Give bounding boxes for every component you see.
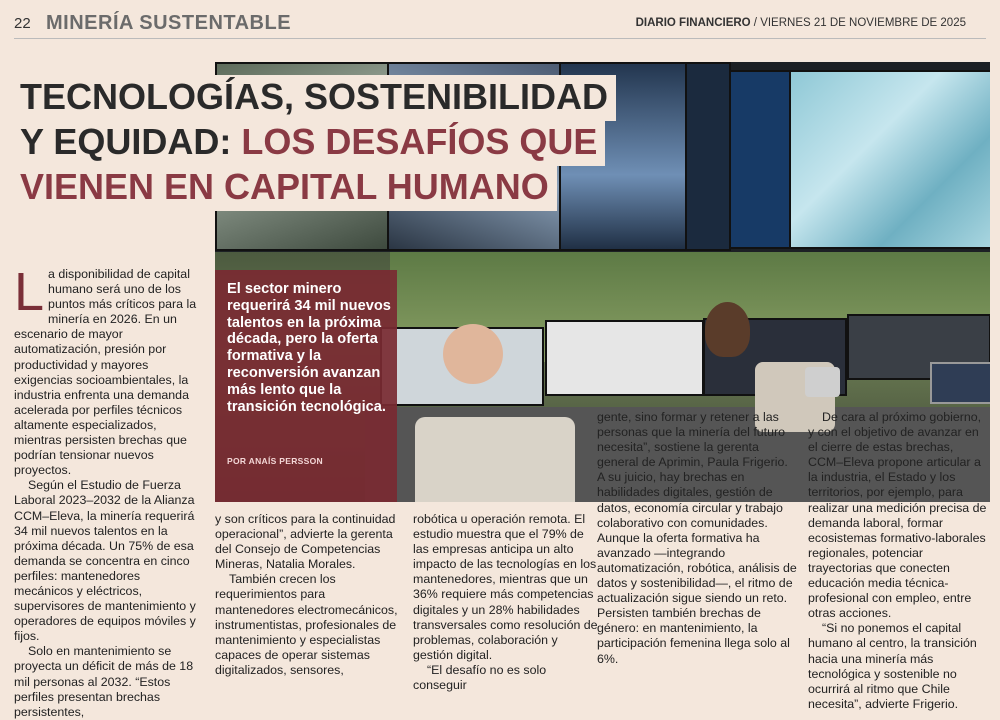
page-header xyxy=(0,0,1000,40)
section-title: MINERÍA SUSTENTABLE xyxy=(46,12,292,34)
paragraph: robótica u operación remota. El estudio muestra que el 79% de las empresas anticipa un alto impacto de las tecnologías en los mantenedores, mientras que un 36% requiere más competencias digitales y un 28% habilidades transversales como resolución de problemas, colaboración y gestión digital. xyxy=(413,512,598,662)
headline-line-3: VIENEN EN CAPITAL HUMANO xyxy=(14,165,557,211)
drop-cap: L xyxy=(14,262,45,322)
body-column-5 xyxy=(808,410,988,712)
paragraph: a disponibilidad de capital humano será uno de los puntos más críticos para la minería en 2026. En un escenario de mayor automatización, presión por productividad y mayores exigencias socioambientales, la industria enfrenta una demanda acelerada por perfiles técnicos altamente especializados, mientras persisten brechas que podrían tensionar nuevos proyectos. xyxy=(14,267,197,478)
publication-date: / VIERNES 21 DE NOVIEMBRE DE 2025 xyxy=(750,17,966,29)
paragraph: “Si no ponemos el capital humano al centro, la transición hacia una minería más tecnológica y sostenible no ocurrirá al ritmo que Chile necesita”, advierte Frigerio. xyxy=(808,621,977,711)
paragraph: gente, sino formar y retener a las personas que la minería del futuro necesita”, sostiene la gerenta general de Aprimin, Paula Frigerio. A su juicio, hay brechas en habilidades digitales, gestión de datos, economía circular y trabajo colaborativo con comunidades. Aunque la oferta formativa ha avanzado —integrando automatización, robótica, análisis de datos y sostenibilidad—, el ritmo de actualización sigue siendo un reto. Persisten también brechas de género: en mantenimiento, la participación femenina llega solo al 6%. xyxy=(597,410,797,666)
desk-phone xyxy=(805,367,840,397)
paragraph: Según el Estudio de Fuerza Laboral 2023–2032 de la Alianza CCM–Eleva, la minería requerirá 34 mil nuevos talentos en la próxima década. Un 75% de esa demanda se concentra en cinco perfiles: mantenedores mecánicos y eléctricos, supervisores de mantenimiento y operadores de equipos móviles y fijos. xyxy=(14,478,196,644)
paragraph: Solo en mantenimiento se proyecta un déficit de más de 18 mil personas al 2032. “Estos perfiles presentan brechas persistentes, xyxy=(14,644,194,719)
headline xyxy=(14,75,616,210)
body-column-4 xyxy=(597,410,797,667)
paragraph: y son críticos para la continuidad operacional”, advierte la gerenta del Consejo de Competencias Mineras, Natalia Morales. xyxy=(215,512,396,572)
operator-head xyxy=(705,302,750,357)
highlight-text: El sector minero requerirá 34 mil nuevos talentos en la próxima década, pero la oferta formativa y la reconversión avanzan más lento que la transición tecnológica. xyxy=(227,281,391,415)
paragraph: “El desafío no es solo conseguir xyxy=(413,662,547,693)
paragraph: También crecen los requerimientos para mantenedores electromecánicos, instrumentistas, profesionales de mantenimiento y especialistas capaces de operar sistemas digitalizados, sensores, xyxy=(215,572,398,677)
body-column-1 xyxy=(14,262,202,720)
wall-screen-map xyxy=(789,70,990,249)
wall-screen xyxy=(685,62,731,251)
page-number: 22 xyxy=(14,15,31,32)
body-column-3 xyxy=(413,512,598,693)
desk-monitor xyxy=(545,320,704,396)
wall-screen xyxy=(729,70,791,249)
headline-line-2a: Y EQUIDAD: xyxy=(20,121,242,162)
paragraph: De cara al próximo gobierno, y con el objetivo de avanzar en el cierre de estas brechas, CCM–Eleva propone articular a la industria, el Estado y los territorios, por ejemplo, para realizar una medición precisa de demanda laboral, formar ecosistemas formativo-laborales regionales, potenciar trayectorias que conecten educación media técnica-profesional con empleo, entre otras acciones. xyxy=(808,410,987,621)
laptop xyxy=(930,362,990,404)
body-column-2 xyxy=(215,512,400,678)
publication-name: DIARIO FINANCIERO xyxy=(635,17,751,29)
headline-line-2b: LOS DESAFÍOS QUE xyxy=(241,121,598,162)
publication-info xyxy=(636,17,966,29)
headline-line-1: TECNOLOGÍAS, SOSTENIBILIDAD xyxy=(14,75,616,121)
byline: POR ANAÍS PERSSON xyxy=(227,456,323,466)
operator-head xyxy=(443,324,503,384)
office-chair xyxy=(415,417,575,502)
header-divider xyxy=(14,38,986,39)
